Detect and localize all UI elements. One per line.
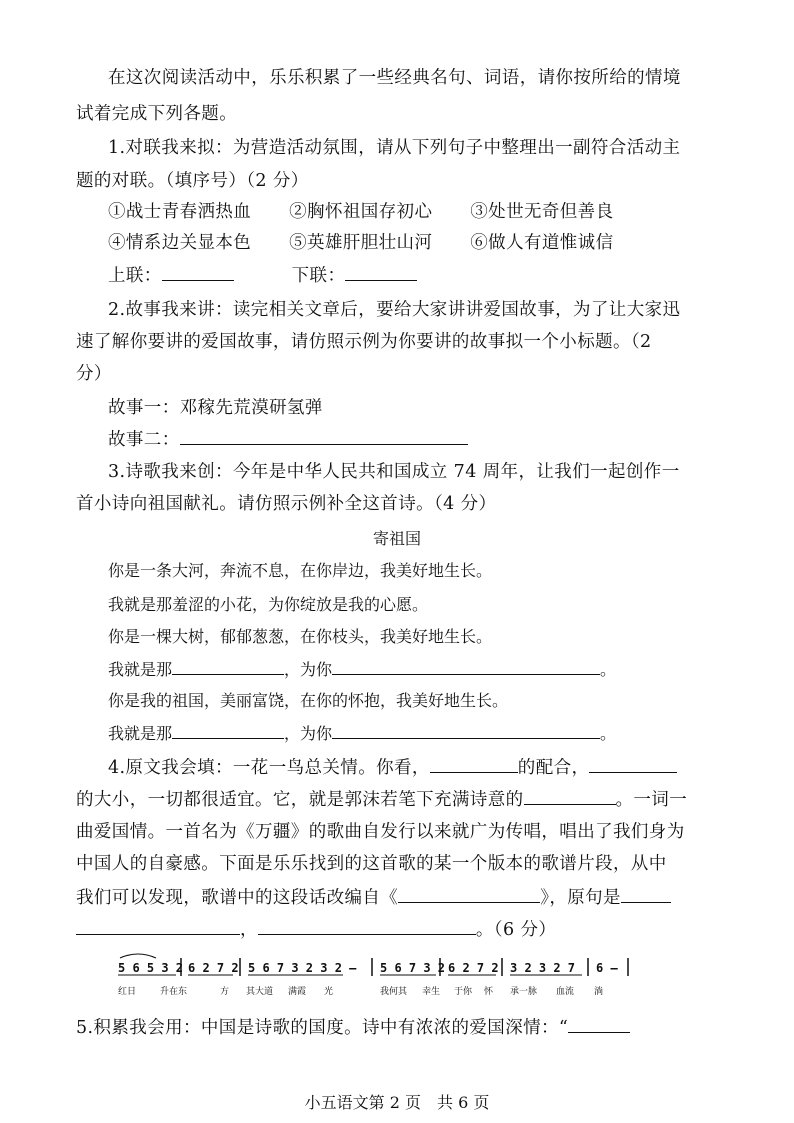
lyric-6: 光 [324, 987, 334, 997]
q4-text-a: 4.原文我会填：一花一鸟总关情。你看， [108, 758, 430, 778]
q4-text-g: 我们可以发现，歌谱中的这段话改编自《 [76, 888, 399, 908]
q2-story-2-row [108, 426, 468, 451]
q4-text-i: ， [240, 920, 258, 940]
score-measure-3: 5 6 7 3 2 3 2 – [248, 961, 357, 975]
q4-blank-2[interactable] [589, 754, 677, 773]
lyric-1: 红日 [118, 987, 137, 997]
q1-option-1: ①战士青春洒热血 [108, 202, 252, 222]
q1-lower-label: 下联： [291, 266, 346, 286]
q2-prompt-line-1: 2.故事我来讲：读完相关文章后，要给大家讲讲爱国故事，为了让大家迅 [108, 300, 681, 320]
poem-line-4-middle: ，为你 [284, 660, 333, 679]
q2-story-2-label: 故事二： [108, 430, 180, 450]
q1-prompt-line-1: 1.对联我来拟：为营造活动氛围，请从下列句子中整理出一副符合活动主 [108, 138, 681, 158]
q1-options-row-2 [108, 229, 613, 254]
q5-line-1 [76, 1014, 630, 1039]
poem-line-4-end: 。 [600, 660, 617, 679]
poem-title: 寄祖国 [372, 529, 421, 548]
score-slur [120, 954, 156, 958]
q1-upper-label: 上联： [108, 266, 162, 286]
lyric-11: 承一脉 [510, 987, 538, 997]
q1-option-2: ②胸怀祖国存初心 [289, 202, 433, 222]
score-measure-6: 3 2 3 2 7 [510, 961, 576, 975]
q4-text-d: 。一词一 [615, 790, 688, 810]
q2-story-2-blank[interactable] [180, 426, 468, 445]
q4-text-h: 》，原句是 [540, 888, 621, 908]
score-measure-4: 5 6 7 3 2 [380, 961, 446, 975]
q4-line-2 [76, 786, 687, 811]
poem-line-6-end: 。 [600, 724, 617, 743]
q2-story-1: 故事一：邓稼先荒漠研氢弹 [108, 398, 323, 418]
q3-prompt-line-1: 3.诗歌我来创：今年是中华人民共和国成立 74 周年，让我们一起创作一 [108, 462, 680, 482]
q4-blank-5[interactable] [621, 884, 671, 903]
q4-text-b: 的配合， [517, 758, 590, 778]
score-measure-1: 5 6 5 3 2 [118, 961, 184, 975]
score-measure-5: 6 2 7 2 [448, 961, 499, 975]
lyric-4: 其大道 [246, 987, 274, 997]
poem-line-4-blank-1[interactable] [172, 656, 284, 675]
poem-line-6-blank-2[interactable] [332, 720, 600, 739]
lyric-10: 怀 [484, 987, 494, 997]
q4-blank-4[interactable] [398, 884, 540, 903]
lyric-7: 我何其 [380, 987, 408, 997]
lyric-2: 升在东 [160, 987, 188, 997]
intro-line-2: 试着完成下列各题。 [76, 104, 238, 124]
q4-line-6 [76, 916, 556, 941]
score-measure-7: 6 – [596, 961, 618, 975]
poem-line-4-row [108, 656, 616, 680]
poem-line-3: 你是一棵大树，郁郁葱葱，在你枝头，我美好地生长。 [108, 627, 493, 646]
q1-option-4: ④情系边关显本色 [108, 233, 252, 253]
poem-line-4-start: 我就是那 [108, 660, 173, 679]
q5-blank-1[interactable] [568, 1014, 630, 1033]
page-footer: 小五语文第 2 页 共 6 页 [304, 1093, 490, 1112]
poem-line-6-row [108, 720, 616, 744]
lyric-8: 幸生 [422, 987, 441, 997]
q1-option-6: ⑥做人有道惟诚信 [470, 233, 614, 253]
q2-prompt-line-3: 分） [76, 364, 112, 384]
lyric-5: 满霞 [288, 987, 307, 997]
poem-line-2: 我就是那羞涩的小花，为你绽放是我的心愿。 [108, 595, 429, 614]
poem-line-6-start: 我就是那 [108, 724, 173, 743]
poem-line-5: 你是我的祖国，美丽富饶，在你的怀抱，我美好地生长。 [108, 691, 509, 710]
q4-blank-7[interactable] [258, 916, 476, 935]
q4-line-1 [108, 754, 677, 779]
poem-line-1: 你是一条大河，奔流不息，在你岸边，我美好地生长。 [108, 561, 493, 580]
lyric-9: 于你 [454, 987, 473, 997]
q1-options-row-1 [108, 198, 613, 223]
poem-line-4-blank-2[interactable] [332, 656, 600, 675]
q4-line-3: 曲爱国情。一首名为《万疆》的歌曲自发行以来就广为传唱，唱出了我们身为 [76, 822, 685, 842]
q1-option-3: ③处世无奇但善良 [470, 202, 614, 222]
q1-lower-blank[interactable] [345, 262, 417, 281]
q3-prompt-line-2: 首小诗向祖国献礼。请仿照示例补全这首诗。（4 分） [76, 494, 497, 514]
poem-line-6-middle: ，为你 [284, 724, 333, 743]
q4-text-c: 的大小，一切都很适宜。它，就是郭沫若笔下充满诗意的 [76, 790, 524, 810]
q4-text-j: 。（6 分） [475, 920, 557, 940]
q1-prompt-line-2: 题的对联。（填序号）（2 分） [76, 171, 309, 191]
score-measure-2: 6 2 7 2 [188, 961, 239, 975]
q5-text: 5.积累我会用：中国是诗歌的国度。诗中有浓浓的爱国深情：“ [76, 1018, 569, 1038]
q1-answer-row [108, 262, 417, 287]
music-score [118, 950, 678, 1010]
q1-upper-blank[interactable] [162, 262, 234, 281]
q2-prompt-line-2: 速了解你要讲的爱国故事，请仿照示例为你要讲的故事拟一个小标题。（2 [76, 332, 652, 352]
q4-blank-1[interactable] [430, 754, 518, 773]
intro-line-1: 在这次阅读活动中，乐乐积累了一些经典名句、词语，请你按所给的情境 [108, 68, 681, 88]
q4-blank-3[interactable] [524, 786, 616, 805]
q4-line-5 [76, 884, 671, 909]
lyric-3: 方 [220, 987, 230, 997]
q1-option-5: ⑤英雄肝胆壮山河 [289, 233, 433, 253]
lyric-13: 淌 [594, 987, 604, 997]
q4-line-4: 中国人的自豪感。下面是乐乐找到的这首歌的某一个版本的歌谱片段，从中 [76, 854, 667, 874]
lyric-12: 血流 [556, 987, 575, 997]
poem-line-6-blank-1[interactable] [172, 720, 284, 739]
q4-blank-6[interactable] [76, 916, 240, 935]
